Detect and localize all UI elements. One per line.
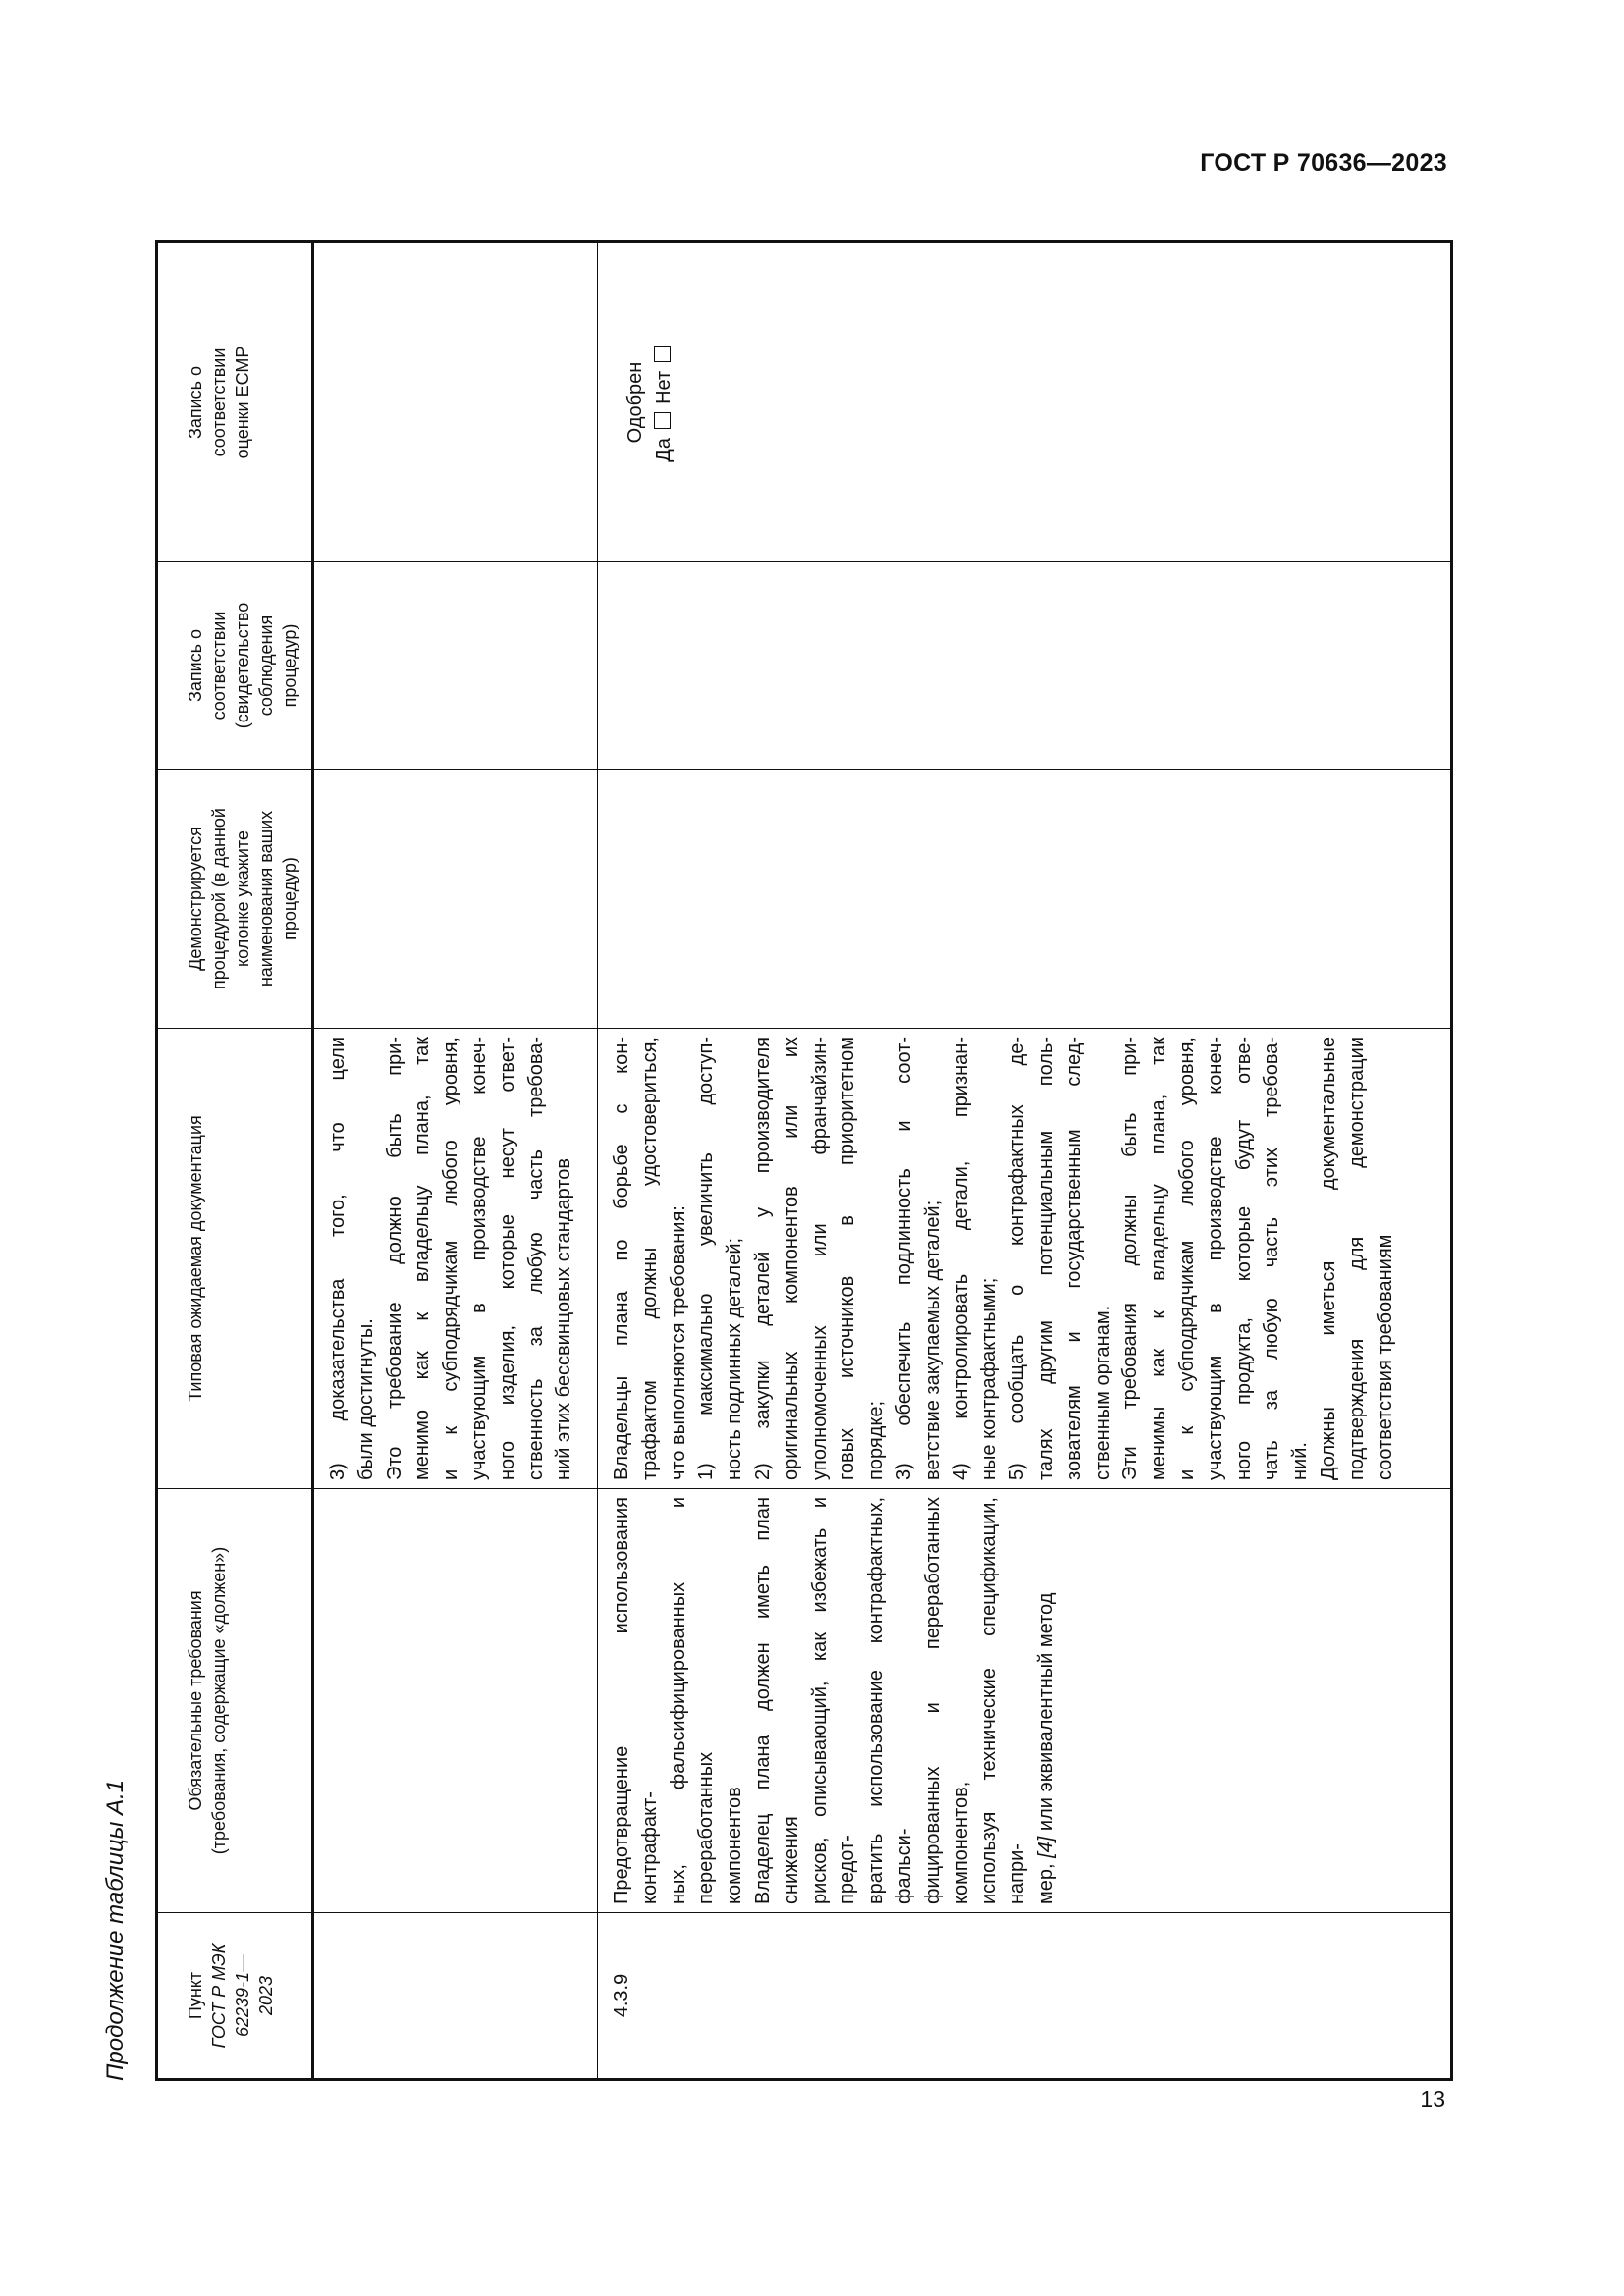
clause-number: 4.3.9 (611, 1973, 632, 2018)
table-header-row (157, 242, 313, 2080)
header-typical-documentation: Типовая ожидаемая документация (157, 1029, 313, 1489)
yes-label: Да (652, 438, 675, 462)
header-procedure: Демонстрируется процедурой (в данной колонке укажите наименования ваших процедур) (157, 770, 313, 1029)
row1-ecmp-cell (313, 242, 598, 562)
table-row (598, 242, 1452, 2080)
requirements-table (155, 240, 1453, 2081)
approval-choices (650, 251, 678, 554)
header-clause: Пункт ГОСТ Р МЭК 62239-1— 2023 (157, 1913, 313, 2080)
row2-documentation-cell: Владельцы плана по борьбе с кон- трафактом должны удостовериться, что выполняются требования: 1) максимально увеличить доступ- ность подлинных деталей; 2) закупки деталей у производителя оригинальных компонентов или их уполномоченных или франчайзин- говых источников в приоритетном порядке; 3) обеспечить подлинность и соот- ветствие закупаемых деталей; 4) контролировать детали, признан- ные контрафактными; 5) сообщать о контрафактных де- талях другим потенциальным поль- зователям и государственным след- ственным органам. Эти требования должны быть при- менимы как к владельцу плана, так и к субподрядчикам любого уровня, участвующим в производстве конеч- ного продукта, которые будут отве- чать за любую часть этих требова- ний. Должны иметься документальные подтверждения для демонстрации соответствия требованиям (598, 1029, 1452, 1489)
page-number: 13 (1420, 2086, 1445, 2111)
table-caption: Продолжение таблицы А.1 (102, 1779, 129, 2081)
row1-requirements-cell (313, 1489, 598, 1913)
reference-4: [4] (1034, 1836, 1056, 1858)
row1-procedure-cell (313, 770, 598, 1029)
row1-clause-cell (313, 1913, 598, 2080)
yes-checkbox[interactable] (654, 412, 671, 429)
row2-requirements-cell: Предотвращение использования контрафакт- ных, фальсифицированных и переработанных компонентов Владелец плана должен иметь план снижения рисков, описывающий, как избежать и предот- вратить использование контрафактных, фальси- фицированных и переработанных компонентов, используя технические спецификации, напри- мер, [4] или эквивалентный метод (598, 1489, 1452, 1913)
row2-clause-cell (598, 1913, 1452, 2080)
table-row (313, 242, 598, 2080)
no-label: Нет (652, 370, 675, 404)
header-ecmp-record: Запись о соответствии оценки ЕСМР (157, 242, 313, 562)
row2-procedure-cell (598, 770, 1452, 1029)
document-code: ГОСТ Р 70636—2023 (1200, 149, 1447, 177)
rotated-sheet (88, 226, 1443, 2091)
row2-ecmp-cell (598, 242, 1452, 562)
row1-documentation-cell: 3) доказательства того, что цели были достигнуты. Это требование должно быть при- менимо как к владельцу плана, так и к субподрядчикам любого уровня, участвующим в производстве конеч- ного изделия, которые несут ответ- ственность за любую часть требова- ний этих бессвинцовых стандартов (313, 1029, 598, 1489)
no-checkbox[interactable] (654, 346, 671, 362)
approval-title: Одобрен (624, 361, 646, 444)
row2-compliance-cell (598, 562, 1452, 770)
header-mandatory-requirements: Обязательные требования (требования, содержащие «должен») (157, 1489, 313, 1913)
requirement-reference-line: мер, [4] или эквивалентный метод (1034, 1592, 1056, 1904)
row1-compliance-cell (313, 562, 598, 770)
header-compliance-record: Запись о соответствии (свидетельство соблюдения процедур) (157, 562, 313, 770)
